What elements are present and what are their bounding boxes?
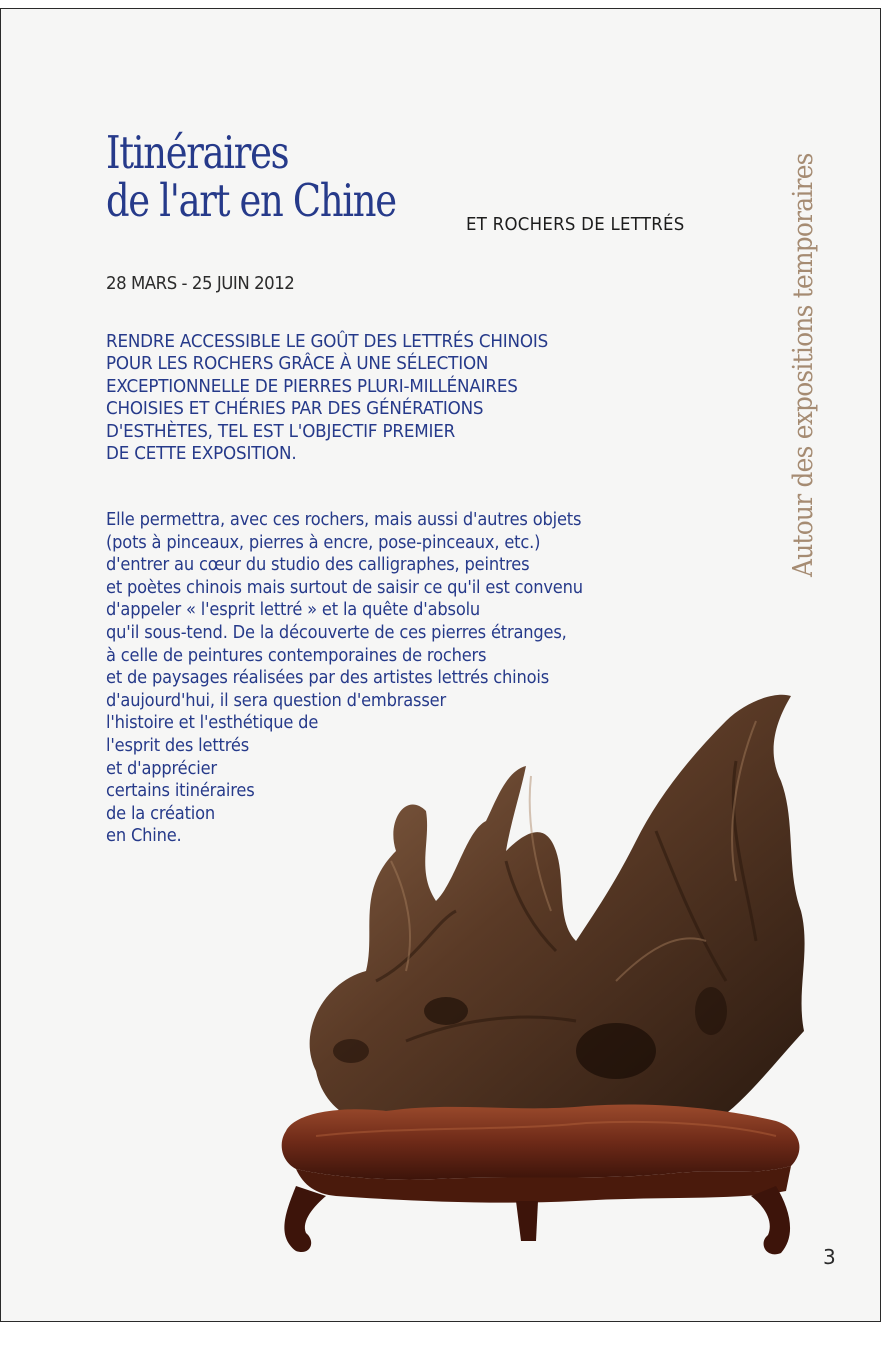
body-line: certains itinéraires xyxy=(106,781,255,802)
body-line: d'aujourd'hui, il sera question d'embrasser xyxy=(106,690,446,711)
body-line: en Chine. xyxy=(106,826,182,847)
wooden-stand xyxy=(282,1104,800,1254)
lede-line: POUR LES ROCHERS GRÂCE À UNE SÉLECTION xyxy=(106,353,489,375)
subtitle: ET ROCHERS DE LETTRÉS xyxy=(466,214,685,235)
body-line: et de paysages réalisées par des artistes lettrés chinois xyxy=(106,668,550,689)
page-title xyxy=(106,126,396,227)
body-line: l'esprit des lettrés xyxy=(106,735,249,756)
title-line-2: de l'art en Chine xyxy=(106,174,396,227)
body-line: qu'il sous-tend. De la découverte de ces pierres étranges, xyxy=(106,622,567,643)
body-line: Elle permettra, avec ces rochers, mais aussi d'autres objets xyxy=(106,510,582,530)
lede-line: EXCEPTIONNELLE DE PIERRES PLURI-MILLÉNAIRES xyxy=(106,375,518,397)
side-label-text: Autour des expositions temporaires xyxy=(788,153,819,577)
body-line: d'appeler « l'esprit lettré » et la quête d'absolu xyxy=(106,600,481,621)
lede-line: DE CETTE EXPOSITION. xyxy=(106,443,297,465)
body-line: de la création xyxy=(106,803,216,824)
section-side-label xyxy=(776,92,836,582)
lede-line: CHOISIES ET CHÉRIES PAR DES GÉNÉRATIONS xyxy=(106,398,484,420)
page-number: 3 xyxy=(823,1245,836,1269)
brochure-page xyxy=(0,8,881,1322)
body-line: et poètes chinois mais surtout de saisir ce qu'il est convenu xyxy=(106,577,583,598)
body-line: et d'apprécier xyxy=(106,758,217,779)
exhibition-dates: 28 MARS - 25 JUIN 2012 xyxy=(106,273,295,294)
body-line: l'histoire et l'esthétique de xyxy=(106,713,319,734)
lede-paragraph xyxy=(106,331,581,465)
body-line: à celle de peintures contemporaines de rochers xyxy=(106,645,487,666)
body-line: d'entrer au cœur du studio des calligraphes, peintres xyxy=(106,555,530,576)
title-line-1: Itinéraires xyxy=(106,126,289,179)
body-line: (pots à pinceaux, pierres à encre, pose-pinceaux, etc.) xyxy=(106,532,541,553)
lede-line: D'ESTHÈTES, TEL EST L'OBJECTIF PREMIER xyxy=(106,420,456,442)
scholar-rock-icon xyxy=(256,681,816,1281)
lede-line: RENDRE ACCESSIBLE LE GOÛT DES LETTRÉS CHINOIS xyxy=(106,331,549,352)
rock-body xyxy=(310,695,805,1121)
